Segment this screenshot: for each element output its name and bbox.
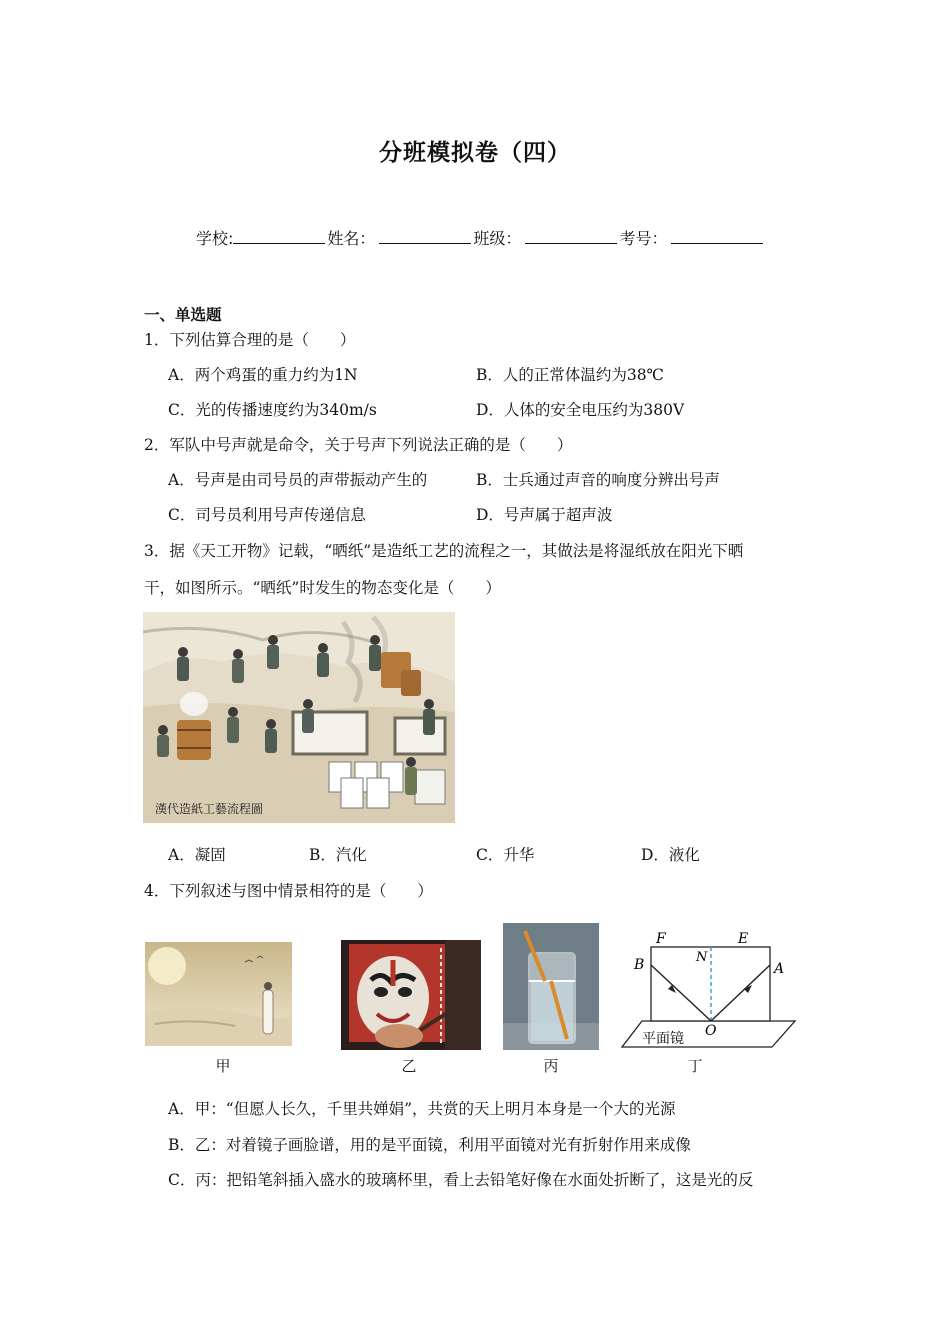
school-label: 学校:	[196, 229, 234, 248]
q2-option-b[interactable]: B．士兵通过声音的响度分辨出号声	[476, 471, 720, 489]
class-label: 班级：	[473, 229, 522, 248]
q3-option-c[interactable]: C．升华	[476, 846, 535, 864]
illustration-caption: 漢代造紙工藝流程圖	[155, 802, 264, 816]
q3-option-b[interactable]: B．汽化	[309, 846, 367, 864]
label-n: N	[696, 950, 708, 965]
papermaking-illustration	[143, 612, 455, 823]
q4-option-b[interactable]: B．乙：对着镜子画脸谱，用的是平面镜，利用平面镜对光有折射作用来成像	[168, 1136, 691, 1154]
q1-option-a[interactable]: A．两个鸡蛋的重力约为1N	[168, 366, 358, 384]
label-a: A	[774, 961, 785, 977]
figure-yi-face-painting	[341, 940, 481, 1050]
school-blank[interactable]	[233, 229, 325, 244]
question-3-stem-line2: 干，如图所示。“晒纸”时发生的物态变化是（ ）	[144, 579, 501, 597]
q3-option-d[interactable]: D．液化	[641, 846, 700, 864]
q2-option-c[interactable]: C．司号员利用号声传递信息	[168, 506, 366, 524]
caption-jia: 甲	[215, 1057, 231, 1075]
caption-yi: 乙	[401, 1057, 417, 1075]
question-4-stem: 4．下列叙述与图中情景相符的是（ ）	[144, 882, 433, 900]
figure-bing-pencil-glass	[503, 923, 599, 1050]
page-title: 分班模拟卷（四）	[379, 140, 571, 166]
q1-option-d[interactable]: D．人体的安全电压约为380V	[476, 401, 685, 419]
label-f: F	[656, 931, 666, 947]
name-blank[interactable]	[379, 229, 471, 244]
q4-option-c[interactable]: C．丙：把铅笔斜插入盛水的玻璃杯里，看上去铅笔好像在水面处折断了，这是光的反	[168, 1171, 754, 1189]
q2-option-a[interactable]: A．号声是由司号员的声带振动产生的	[168, 471, 428, 489]
figure-jia-moon	[145, 942, 292, 1046]
exam-no-blank[interactable]	[671, 229, 763, 244]
question-2-stem: 2．军队中号声就是命令，关于号声下列说法正确的是（ ）	[144, 436, 573, 454]
q4-option-a[interactable]: A．甲：“但愿人长久，千里共婵娟”，共赏的天上明月本身是一个大的光源	[168, 1100, 676, 1118]
q1-option-c[interactable]: C．光的传播速度约为340m/s	[168, 401, 377, 419]
caption-ding: 丁	[687, 1057, 703, 1075]
label-o: O	[705, 1023, 717, 1039]
section-heading: 一、单选题	[144, 306, 222, 324]
question-3-stem-line1: 3．据《天工开物》记载，“晒纸”是造纸工艺的流程之一，其做法是将湿纸放在阳光下晒	[144, 542, 744, 560]
label-mirror: 平面镜	[642, 1031, 684, 1047]
q2-option-d[interactable]: D．号声属于超声波	[476, 506, 613, 524]
label-e: E	[738, 931, 749, 947]
student-info	[196, 226, 765, 249]
q1-option-b[interactable]: B．人的正常体温约为38℃	[476, 366, 664, 384]
figure-ding-mirror-diagram	[620, 925, 800, 1051]
caption-bing: 丙	[543, 1057, 559, 1075]
class-blank[interactable]	[525, 229, 617, 244]
q3-option-a[interactable]: A．凝固	[168, 846, 226, 864]
label-b: B	[634, 957, 645, 973]
name-label: 姓名：	[327, 229, 376, 248]
exam-no-label: 考号：	[619, 229, 668, 248]
question-1-stem: 1．下列估算合理的是（ ）	[144, 331, 356, 349]
